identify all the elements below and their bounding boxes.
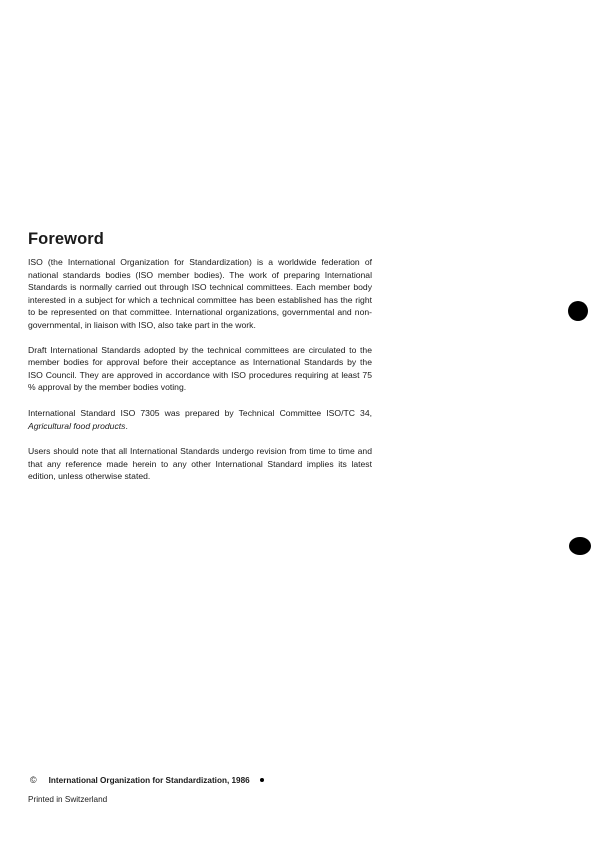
copyright-icon: © [30, 775, 37, 785]
bullet-icon [260, 778, 264, 782]
prepared-by-text: International Standard ISO 7305 was prepared by Technical Committee ISO/TC 34, [28, 407, 372, 418]
foreword-body [28, 256, 372, 483]
punch-hole-mark [569, 537, 591, 555]
paragraph-revision-note: Users should note that all International Standards undergo revision from time to time and that any reference made herein to any other International Standard implies its latest edition, unless otherwise stated. [28, 446, 372, 482]
committee-title: Agricultural food products [28, 420, 126, 431]
copyright-line [30, 775, 264, 785]
period: . [125, 420, 128, 431]
paragraph-standard-prepared [28, 407, 372, 432]
printed-in-text: Printed in Switzerland [28, 795, 108, 804]
paragraph-draft-standards: Draft International Standards adopted by the technical committees are circulated to the member bodies for approval before their acceptance as International Standards by the ISO Council. They are approved in accordance with ISO procedures requiring at least 75 % approval by the member bodies voting. [28, 344, 372, 393]
page-title: Foreword [28, 230, 104, 248]
punch-hole-mark [568, 301, 588, 321]
paragraph-iso-intro: ISO (the International Organization for Standardization) is a worldwide federation of national standards bodies (ISO member bodies). The work of preparing International Standards is normally carried out through ISO technical committees. Each member body interested in a subject for which a technical committee has been established has the right to be represented on that committee. International organizations, governmental and non-governmental, in liaison with ISO, also take part in the work. [28, 257, 372, 330]
copyright-text: International Organization for Standardization, 1986 [48, 775, 250, 785]
